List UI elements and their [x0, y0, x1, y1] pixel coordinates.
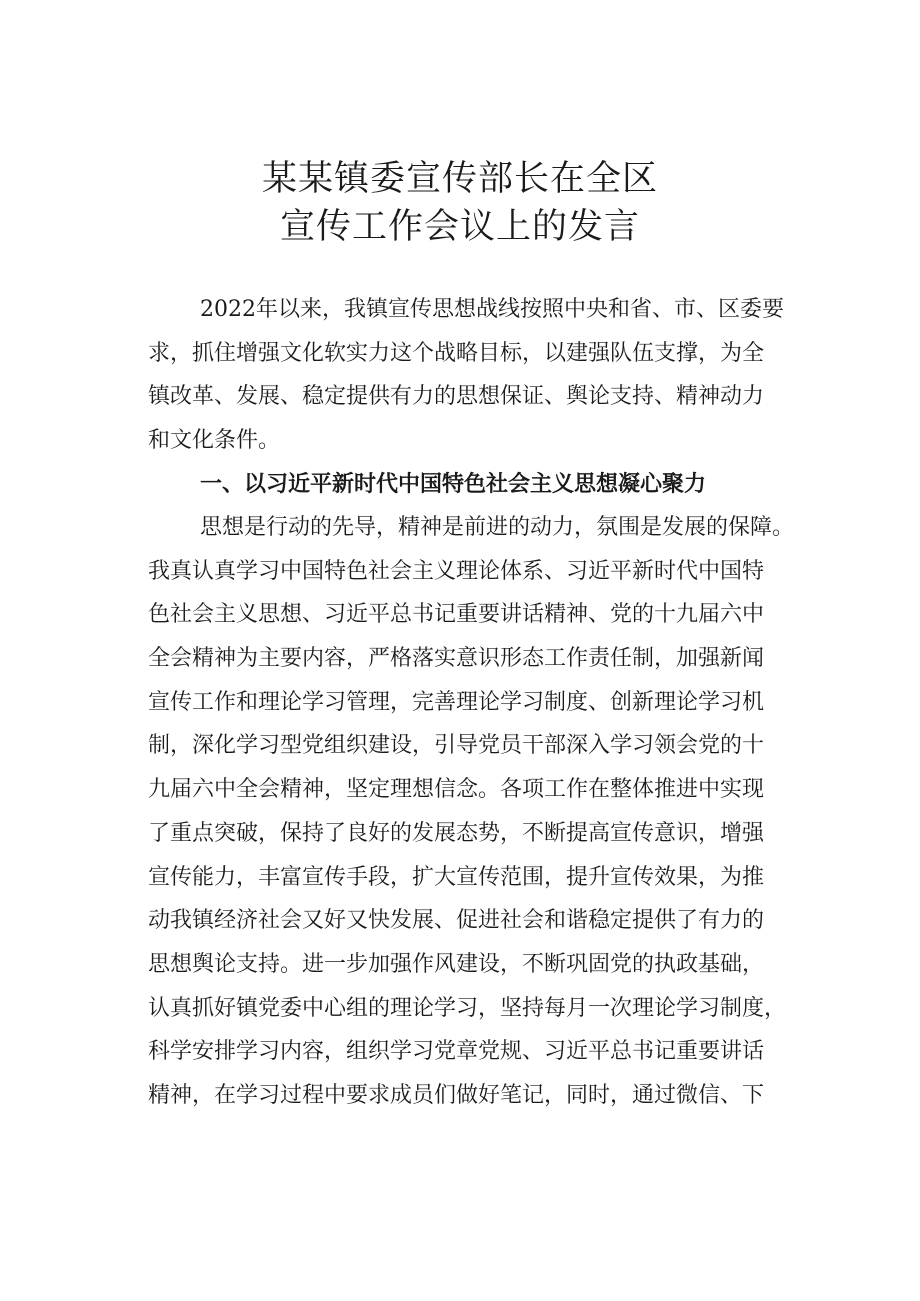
section-heading-container	[148, 463, 828, 507]
paragraph-line: 镇改革、发展、稳定提供有力的思想保证、舆论支持、精神动力	[148, 384, 765, 410]
paragraph-line: 精神，在学习过程中要求成员们做好笔记，同时，通过微信、下	[148, 1082, 765, 1108]
paragraph-line: 科学安排学习内容，组织学习党章党规、习近平总书记重要讲话	[148, 1039, 765, 1065]
paragraph-line: 和文化条件。	[148, 428, 281, 454]
paragraph-line: 2022年以来，我镇宣传思想战线按照中央和省、市、区委要	[200, 297, 784, 322]
paragraph-line: 制，深化学习型党组织建设，引导党员干部深入学习领会党的十	[148, 733, 765, 759]
title-line-1: 某某镇委宣传部长在全区	[261, 159, 658, 199]
title-line-2: 宣传工作会议上的发言	[279, 207, 640, 247]
paragraph-line: 色社会主义思想、习近平总书记重要讲话精神、党的十九届六中	[148, 602, 765, 628]
paragraph-line: 我真认真学习中国特色社会主义理论体系、习近平新时代中国特	[148, 558, 765, 584]
paragraph-line: 九届六中全会精神，坚定理想信念。各项工作在整体推进中实现	[148, 777, 765, 803]
document-title	[0, 155, 920, 251]
paragraph-line: 认真抓好镇党委中心组的理论学习，坚持每月一次理论学习制度，	[148, 995, 787, 1021]
paragraph-line: 宣传能力，丰富宣传手段，扩大宣传范围，提升宣传效果，为推	[148, 864, 765, 890]
paragraph-line: 全会精神为主要内容，严格落实意识形态工作责任制，加强新闻	[148, 646, 765, 672]
intro-paragraph	[148, 288, 828, 463]
section-1-paragraph	[148, 506, 828, 1118]
paragraph-line: 动我镇经济社会又好又快发展、促进社会和谐稳定提供了有力的	[148, 908, 765, 934]
paragraph-line: 了重点突破，保持了良好的发展态势，不断提高宣传意识，增强	[148, 820, 765, 846]
paragraph-line: 宣传工作和理论学习管理，完善理论学习制度、创新理论学习机	[148, 689, 765, 715]
paragraph-line: 思想舆论支持。进一步加强作风建设，不断巩固党的执政基础，	[148, 951, 765, 977]
paragraph-line: 求，抓住增强文化软实力这个战略目标，以建强队伍支撑，为全	[148, 340, 765, 366]
section-heading-1: 一、以习近平新时代中国特色社会主义思想凝心聚力	[200, 472, 707, 497]
paragraph-line: 思想是行动的先导，精神是前进的动力，氛围是发展的保障。	[200, 515, 795, 540]
